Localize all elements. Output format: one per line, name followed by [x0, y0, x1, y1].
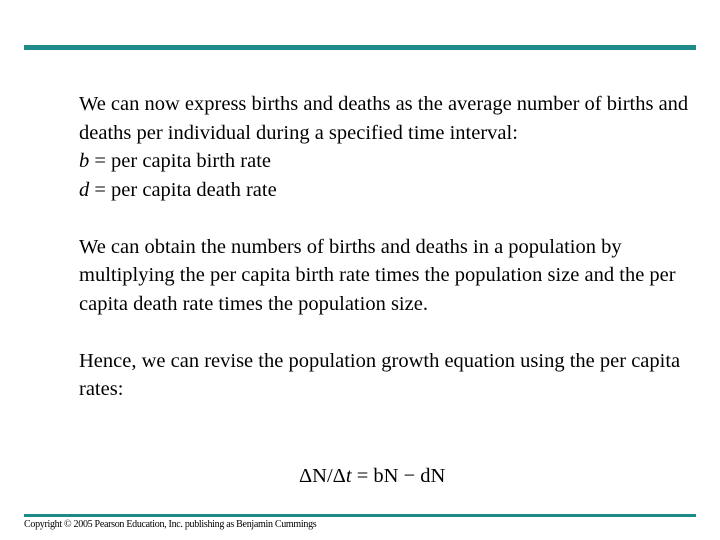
variable-b: b: [79, 150, 90, 172]
top-divider: [24, 45, 696, 50]
paragraph-revise-equation: Hence, we can revise the population growth equation using the per capita rates:: [79, 349, 681, 400]
copyright-notice: Copyright © 2005 Pearson Education, Inc. publishing as Benjamin Cummings: [24, 519, 317, 530]
equation-rhs: = bN − dN: [351, 465, 446, 487]
bottom-divider: [24, 514, 696, 517]
definition-death-rate-text: = per capita death rate: [89, 178, 277, 201]
equation-t: t: [345, 465, 352, 487]
paragraph-numbers: We can obtain the numbers of births and deaths in a population by multiplying the per capita birth rate times the population size and the per capita death rate times the population size.: [79, 235, 676, 315]
variable-d: d: [79, 178, 90, 201]
growth-equation: [299, 462, 445, 490]
definition-birth-rate: [79, 147, 694, 176]
definition-death-rate: [79, 176, 694, 205]
slide-body: [79, 90, 694, 404]
definition-birth-rate-text: = per capita birth rate: [89, 150, 271, 172]
paragraph-per-capita-intro: We can now express births and deaths as the average number of births and deaths per individual during a specified time interval:: [79, 93, 689, 144]
equation-lhs: ΔN/Δ: [299, 465, 346, 487]
